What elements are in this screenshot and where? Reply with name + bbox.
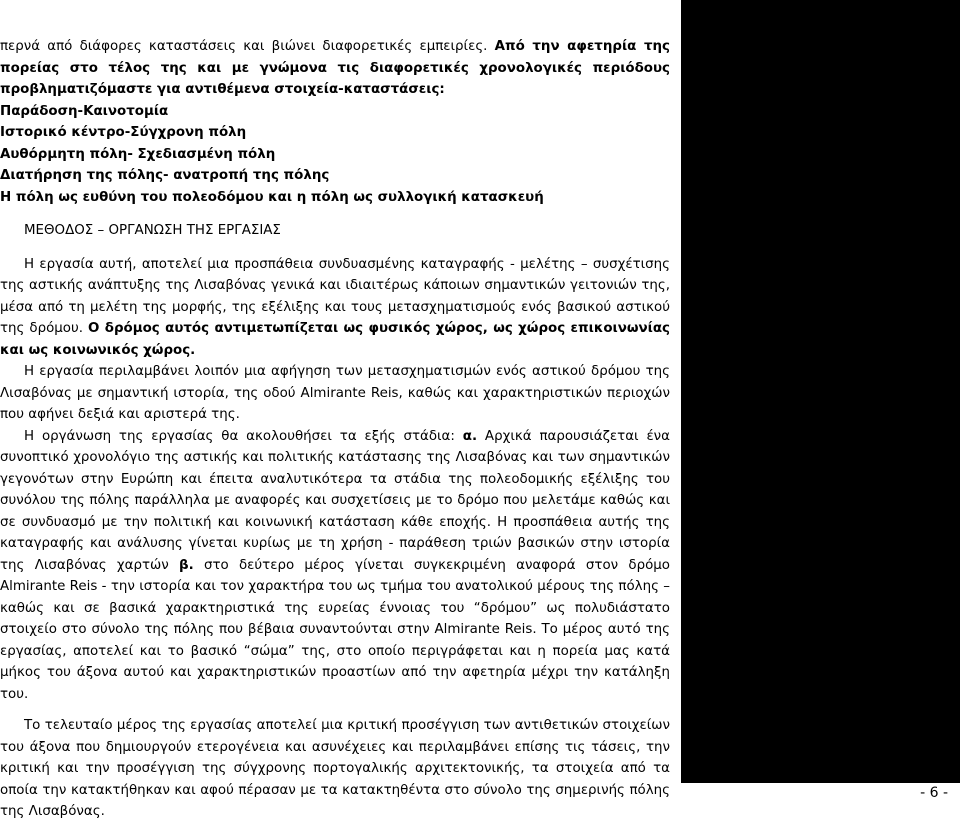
paragraph-method-text: Η εργασία αυτή, αποτελεί μια προσπάθεια συνδυασμένης καταγραφής - μελέτης – συσχέτισης της αστικής ανάπτυξης της Λισαβόνας γενικά και ιδιαιτέρως κάποιων σημαντικών γειτονιών της, μέσα από τη μελέτη της μορφής, της εξέλιξης και τους μετασχηματισμούς ενός βασικού αστικού της δρόμου.: [0, 256, 670, 336]
section-heading: ΜΕΘΟΔΟΣ – ΟΡΓΑΝΩΣΗ ΤΗΣ ΕΡΓΑΣΙΑΣ: [24, 223, 281, 238]
bold-list-item: Παράδοση-Καινοτομία: [0, 103, 169, 119]
stage-b-label: β.: [178, 557, 194, 573]
paragraph-method: [0, 254, 670, 362]
bold-list-item: Διατήρηση της πόλης- ανατροπή της πόλης: [0, 168, 330, 183]
stages-intro: Η οργάνωση της εργασίας θα ακολουθήσει τα εξής στάδια:: [24, 428, 463, 444]
intro-paragraph: [0, 36, 670, 101]
bold-list-item: Αυθόρμητη πόλη- Σχεδιασμένη πόλη: [0, 146, 276, 162]
stage-a-text: Αρχικά παρουσιάζεται ένα συνοπτικό χρονολόγιο της αστικής και πολιτικής κατάστασης της Λισαβόνας και των σημαντικών γεγονότων στην Ευρώπη και έπειτα αναλυτικότερα τα στάδια της πολεοδομικής εξέλιξης του συνόλου της πόλης παράλληλα με αναφορές και συσχετίσεις με το δρόμο που μελετάμε καθώς και σε συνδυασμό με την πολιτική και κοινωνική κατάσταση κάθε εποχής. Η προσπάθεια αυτής της καταγραφής και ανάλυσης γίνεται κυρίως με τη χρήση - παράθεση τριών βασικών στην ιστορία της Λισαβόνας χαρτών: [0, 428, 670, 573]
black-panel: [681, 0, 960, 783]
page-number: - 6 -: [920, 785, 948, 801]
intro-text: περνά από διάφορες καταστάσεις και βιώνει διαφορετικές εμπειρίες.: [0, 39, 495, 54]
paragraph-narrative: Η εργασία περιλαμβάνει λοιπόν μια αφήγηση των μετασχηματισμών ενός αστικού δρόμου της Λισαβόνας με σημαντική ιστορία, της οδού Almirante Reis, καθώς και χαρακτηριστικών περιοχών που αφήνει δεξιά και αριστερά της.: [0, 364, 670, 422]
bold-list-item: Ιστορικό κέντρο-Σύγχρονη πόλη: [0, 125, 247, 140]
stage-b-text: στο δεύτερο μέρος γίνεται συγκεκριμένη αναφορά στον δρόμο Almirante Reis - την ιστορία και τον χαρακτήρα του ως τμήμα του ανατολικού μέρους της πόλης – καθώς και σε βασικά χαρακτηριστικά της ευρείας έννοιας του “δρόμου” ως πολυδιάστατο στοιχείο στο σύνολο της πόλης που βέβαια συναντούνται στην Almirante Reis. Το μέρος αυτό της εργασίας, αποτελεί και το βασικό “σώμα” της, στο οποίο περιγράφεται και η πορεία μας κατά μήκος του άξονα αυτού και χαρακτηριστικών προαστίων από την αφετηρία μέχρι την κατάληξη του.: [0, 557, 670, 702]
paragraph-stages: [0, 426, 670, 706]
bold-list: [0, 101, 670, 209]
paragraph-method-bold: Ο δρόμος αυτός αντιμετωπίζεται ως φυσικός χώρος, ως χώρος επικοινωνίας και ως κοινωνικός χώρος.: [0, 321, 670, 358]
paragraph-final: Το τελευταίο μέρος της εργασίας αποτελεί μια κριτική προσέγγιση των αντιθετικών στοιχείων του άξονα που δημιουργούν ετερογένεια και ασυνέχειες και περιλαμβάνει επίσης τις τάσεις, την κριτική και την προσέγγιση της σύγχρονης πορτογαλικής αρχιτεκτονικής, τα στοιχεία από τα οποία την κατακτήθηκαν και αφού πέρασαν με τα κατακτηθέντα στο σύνολο της σημερινής πόλης της Λισαβόνας.: [0, 718, 670, 819]
document-body: [0, 36, 670, 823]
intro-bold-text: Από την αφετηρία της πορείας στο τέλος της και με γνώμονα τις διαφορετικές χρονολογικές περιόδους προβληματιζόμαστε για αντιθέμενα στοιχεία-καταστάσεις:: [0, 39, 670, 97]
bold-list-item: Η πόλη ως ευθύνη του πολεοδόμου και η πόλη ως συλλογική κατασκευή: [0, 189, 544, 205]
stage-a-label: α.: [462, 428, 478, 444]
